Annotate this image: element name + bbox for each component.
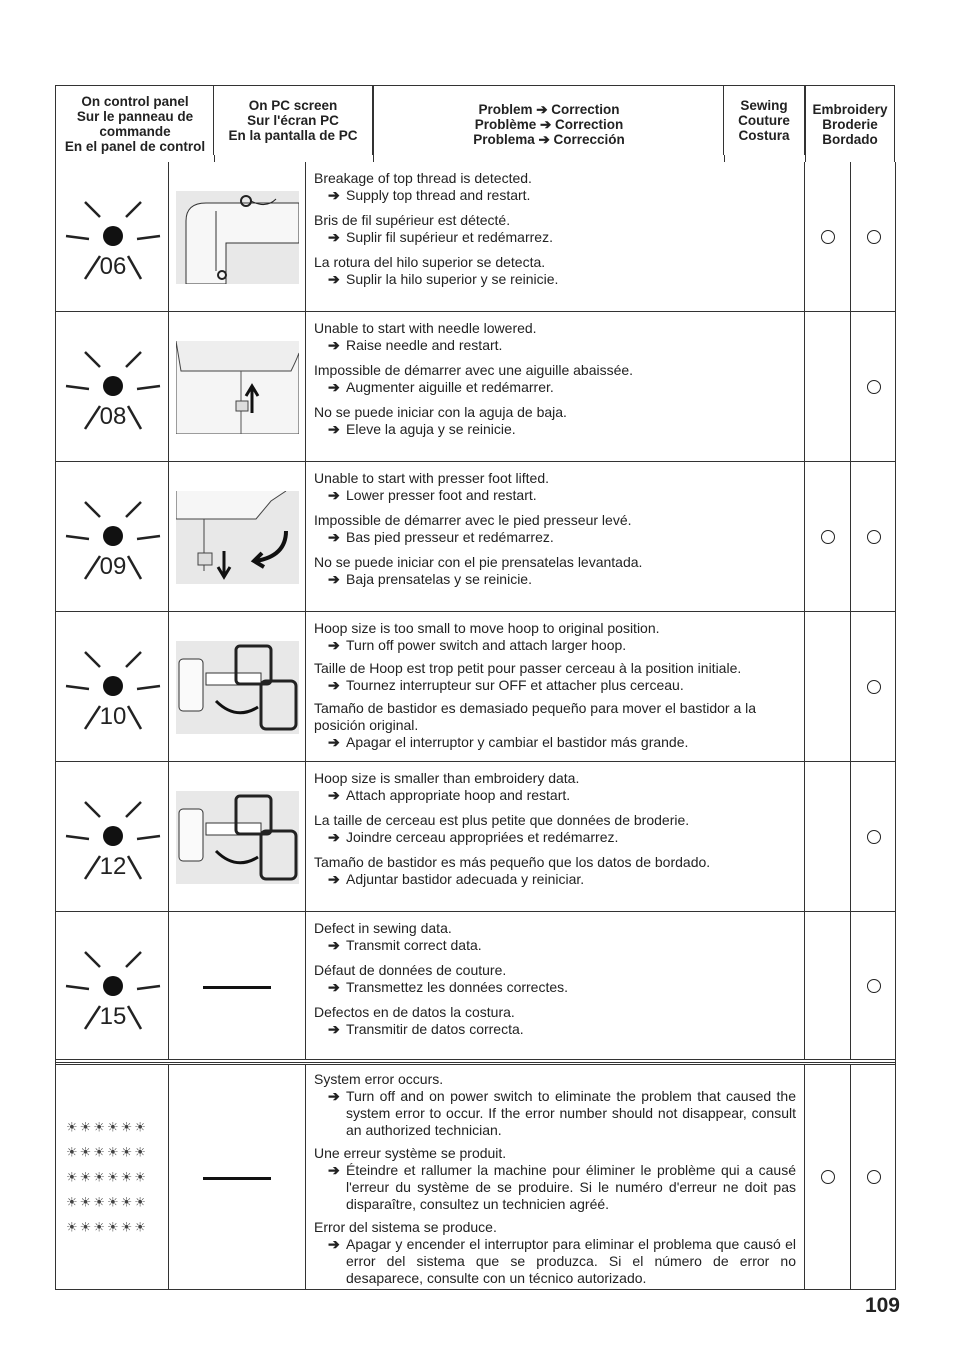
led-ray [137, 686, 160, 689]
table-row [56, 612, 895, 762]
arrow-icon: ➔ [328, 979, 340, 995]
correction-text-es: Apagar el interruptor y cambiar el bastidor más grande. [346, 734, 689, 750]
led-ray [128, 406, 141, 429]
correction-fr [314, 229, 796, 246]
error-code: 08 [99, 403, 127, 430]
header-pc-fr: Sur l'écran PC [247, 113, 339, 128]
problem-statement-es: No se puede iniciar con el pie prensatelas levantada. [314, 554, 643, 570]
led-ray [85, 406, 100, 429]
error-code: 12 [99, 853, 127, 880]
embroidery-circle-mark [867, 979, 881, 993]
correction-fr [314, 529, 796, 546]
problem-fr [314, 1145, 796, 1213]
problem-statement-en: Hoop size is too small to move hoop to original position. [314, 620, 660, 636]
blinking-led-icon [56, 162, 169, 312]
blinking-led-icon [56, 612, 169, 762]
correction-text-es: Transmitir de datos correcta. [346, 1021, 524, 1037]
error-code: 09 [99, 553, 127, 580]
problem-fr [314, 512, 796, 546]
embroidery-applicable [851, 912, 896, 1059]
arrow-icon: ➔ [328, 487, 340, 503]
correction-text-en: Raise needle and restart. [346, 337, 503, 353]
arrow-icon: ➔ [328, 379, 340, 395]
correction-text-fr: Tournez interrupteur sur OFF et attacher plus cerceau. [346, 677, 684, 693]
led-ray [85, 556, 100, 579]
arrow-icon: ➔ [328, 229, 340, 245]
led-ray [85, 1006, 100, 1029]
pc-screen-indicator [169, 312, 306, 461]
sewing-applicable [805, 312, 851, 461]
embroidery-circle-mark [867, 230, 881, 244]
sewing-applicable [805, 462, 851, 611]
arrow-icon: ➔ [328, 637, 340, 653]
led-ray [126, 352, 141, 367]
correction-text-fr: Bas pied presseur et redémarrez. [346, 529, 554, 545]
led-dot [103, 526, 123, 546]
led-ray [85, 952, 100, 967]
header-problem-es: Problema ➔ Corrección [473, 131, 625, 147]
problem-statement-fr: Impossible de démarrer avec le pied presseur levé. [314, 512, 632, 528]
correction-es [314, 1236, 796, 1287]
table-row [56, 912, 895, 1060]
pc-screen-indicator [169, 612, 306, 761]
control-panel-indicator [56, 162, 169, 311]
arrow-icon: ➔ [328, 829, 340, 845]
correction-text-es: Apagar y encender el interruptor para eliminar el problema que causó el error del sistema que se produzca. Si el número de error no desaparece, consulte con un técnico autorizado. [346, 1236, 796, 1286]
problem-en [314, 920, 796, 954]
led-ray [85, 502, 100, 517]
control-panel-indicator [56, 312, 169, 461]
no-pc-indicator-dash [203, 1177, 271, 1180]
correction-en [314, 187, 796, 204]
led-ray [128, 706, 141, 729]
problem-correction-text [306, 762, 805, 911]
led-ray [66, 236, 89, 239]
led-ray [85, 652, 100, 667]
control-panel-indicator [56, 1065, 169, 1289]
problem-fr [314, 660, 796, 694]
pc-screen-indicator [169, 462, 306, 611]
problem-es [314, 854, 796, 888]
led-dot [103, 676, 123, 696]
problem-correction-text [306, 1065, 805, 1289]
problem-statement-es: No se puede iniciar con la aguja de baja. [314, 404, 567, 420]
table-row [56, 762, 895, 912]
header-problem [373, 85, 725, 162]
sewing-applicable [805, 1065, 851, 1289]
arrow-icon: ➔ [328, 571, 340, 587]
correction-text-fr: Suplir fil supérieur et redémarrez. [346, 229, 553, 245]
error-code: 06 [99, 253, 127, 280]
table-row [56, 462, 895, 612]
control-panel-indicator [56, 762, 169, 911]
correction-text-es: Adjuntar bastidor adecuada y reiniciar. [346, 871, 585, 887]
correction-text-es: Baja prensatelas y se reinicie. [346, 571, 532, 587]
problem-statement-en: Defect in sewing data. [314, 920, 452, 936]
correction-text-en: Supply top thread and restart. [346, 187, 531, 203]
table-row [56, 1062, 895, 1290]
embroidery-circle-mark [867, 1170, 881, 1184]
arrow-icon: ➔ [328, 421, 340, 437]
correction-fr [314, 677, 796, 694]
problem-statement-en: Breakage of top thread is detected. [314, 170, 532, 186]
arrow-icon: ➔ [328, 1162, 340, 1178]
problem-statement-es: Defectos en de datos la costura. [314, 1004, 515, 1020]
header-embroidery-es: Bordado [822, 131, 878, 147]
table-row [56, 312, 895, 462]
problem-fr [314, 812, 796, 846]
control-panel-indicator [56, 612, 169, 761]
correction-es [314, 271, 796, 288]
sewing-circle-mark [821, 1170, 835, 1184]
problem-statement-fr: Une erreur système se produit. [314, 1145, 507, 1161]
table-row [56, 162, 895, 312]
control-panel-indicator [56, 462, 169, 611]
correction-es [314, 734, 796, 751]
hoop-change-illustration [176, 641, 299, 734]
problem-statement-en: Hoop size is smaller than embroidery data. [314, 770, 580, 786]
led-ray [126, 652, 141, 667]
arrow-icon: ➔ [328, 677, 340, 693]
led-ray [128, 256, 141, 279]
problem-statement-es: Tamaño de bastidor es más pequeño que los datos de bordado. [314, 854, 711, 870]
correction-text-en: Turn off power switch and attach larger hoop. [346, 637, 627, 653]
problem-statement-fr: Taille de Hoop est trop petit pour passer cerceau à la position initiale. [314, 660, 742, 676]
header-problem-fr: Problème ➔ Correction [474, 116, 624, 132]
needle-raise-illustration [176, 341, 299, 434]
correction-fr [314, 379, 796, 396]
problem-es [314, 700, 796, 751]
page-number: 109 [864, 1294, 900, 1317]
arrow-icon: ➔ [328, 1021, 340, 1037]
error-table [55, 162, 896, 1290]
correction-text-en: Transmit correct data. [346, 937, 482, 953]
pc-screen-indicator [169, 912, 306, 1059]
led-ray [137, 236, 160, 239]
error-code: 15 [99, 1003, 127, 1030]
correction-en [314, 637, 796, 654]
header-pc-en: On PC screen [248, 98, 338, 113]
correction-text-fr: Éteindre et rallumer la machine pour éliminer le problème qui a causé l'erreur du système de se produire. Si le numéro d'erreur ne doit pas disparaître, consultez un technicien agréé. [346, 1162, 796, 1212]
control-panel-indicator [56, 912, 169, 1059]
led-ray [126, 502, 141, 517]
led-ray [85, 256, 100, 279]
led-ray [85, 856, 100, 879]
problem-correction-text [306, 162, 805, 311]
embroidery-applicable [851, 162, 896, 311]
header-sewing-es: Costura [738, 128, 790, 143]
arrow-icon: ➔ [328, 871, 340, 887]
embroidery-applicable [851, 612, 896, 761]
arrow-icon: ➔ [328, 937, 340, 953]
arrow-icon: ➔ [328, 787, 340, 803]
problem-es [314, 554, 796, 588]
problem-en [314, 170, 796, 204]
problem-en [314, 1071, 796, 1139]
correction-text-es: Eleve la aguja y se reinicie. [346, 421, 516, 437]
led-ray [137, 386, 160, 389]
all-leds-flashing-icon: ☀☀☀☀☀☀ ☀☀☀☀☀☀ ☀☀☀☀☀☀ ☀☀☀☀☀☀ ☀☀☀☀☀☀ [66, 1119, 148, 1235]
arrow-icon: ➔ [328, 1236, 340, 1252]
correction-text-en: Turn off and on power switch to eliminate the problem that caused the system error to occur. If the error number should not disappear, consult an authorized technician. [346, 1088, 796, 1138]
pc-screen-indicator [169, 1065, 306, 1289]
sewing-applicable [805, 762, 851, 911]
led-ray [137, 986, 160, 989]
led-dot [103, 376, 123, 396]
problem-es [314, 254, 796, 288]
problem-fr [314, 362, 796, 396]
correction-es [314, 1021, 796, 1038]
problem-statement-en: Unable to start with presser foot lifted. [314, 470, 549, 486]
header-sewing [723, 85, 805, 155]
embroidery-applicable [851, 762, 896, 911]
problem-statement-en: Unable to start with needle lowered. [314, 320, 537, 336]
embroidery-circle-mark [867, 830, 881, 844]
hoop-attach-illustration [176, 791, 299, 884]
blinking-led-icon [56, 462, 169, 612]
header-sewing-en: Sewing [740, 98, 788, 113]
correction-fr [314, 979, 796, 996]
correction-es [314, 871, 796, 888]
header-control-panel [55, 85, 215, 162]
problem-en [314, 770, 796, 804]
problem-es [314, 1219, 796, 1287]
embroidery-circle-mark [867, 530, 881, 544]
header-embroidery-fr: Broderie [822, 116, 878, 132]
correction-en [314, 487, 796, 504]
sewing-circle-mark [821, 230, 835, 244]
problem-statement-fr: Défaut de données de couture. [314, 962, 507, 978]
correction-es [314, 571, 796, 588]
problem-statement-es: Tamaño de bastidor es demasiado pequeño para mover el bastidor a la posición original. [314, 700, 757, 733]
led-ray [126, 952, 141, 967]
table-header [55, 85, 895, 162]
blinking-led-icon [56, 912, 169, 1062]
sewing-applicable [805, 162, 851, 311]
arrow-icon: ➔ [328, 337, 340, 353]
led-dot [103, 226, 123, 246]
sewing-applicable [805, 612, 851, 761]
header-pc-screen [213, 85, 373, 155]
correction-text-en: Attach appropriate hoop and restart. [346, 787, 571, 803]
header-control-panel-en: On control panel [81, 94, 189, 109]
led-ray [66, 836, 89, 839]
presser-foot-illustration [176, 491, 299, 584]
led-ray [66, 386, 89, 389]
correction-en [314, 787, 796, 804]
problem-fr [314, 212, 796, 246]
correction-text-es: Suplir la hilo superior y se reinicie. [346, 271, 559, 287]
problem-statement-es: La rotura del hilo superior se detecta. [314, 254, 546, 270]
led-ray [66, 986, 89, 989]
correction-text-fr: Augmenter aiguille et redémarrer. [346, 379, 554, 395]
embroidery-circle-mark [867, 380, 881, 394]
arrow-icon: ➔ [328, 187, 340, 203]
header-embroidery [805, 85, 895, 162]
correction-en [314, 1088, 796, 1139]
led-ray [85, 202, 100, 217]
pc-screen-indicator [169, 162, 306, 311]
problem-es [314, 404, 796, 438]
blinking-led-icon [56, 762, 169, 912]
correction-fr [314, 1162, 796, 1213]
embroidery-applicable [851, 1065, 896, 1289]
led-ray [85, 802, 100, 817]
led-ray [128, 556, 141, 579]
led-ray [85, 352, 100, 367]
arrow-icon: ➔ [328, 271, 340, 287]
arrow-icon: ➔ [328, 529, 340, 545]
correction-text-en: Lower presser foot and restart. [346, 487, 537, 503]
problem-statement-es: Error del sistema se produce. [314, 1219, 497, 1235]
led-ray [137, 536, 160, 539]
thread-break-illustration [176, 191, 299, 284]
no-pc-indicator-dash [203, 986, 271, 989]
header-problem-en: Problem ➔ Correction [478, 101, 620, 117]
error-code: 10 [99, 703, 127, 730]
problem-correction-text [306, 462, 805, 611]
header-control-panel-fr: Sur le panneau de commande [76, 109, 194, 139]
problem-es [314, 1004, 796, 1038]
led-ray [126, 202, 141, 217]
correction-text-fr: Joindre cerceau appropriées et redémarrez. [346, 829, 619, 845]
problem-correction-text [306, 312, 805, 461]
blinking-led-icon [56, 312, 169, 462]
problem-correction-text [306, 612, 805, 761]
led-ray [128, 1006, 141, 1029]
correction-text-fr: Transmettez les données correctes. [346, 979, 569, 995]
problem-statement-fr: Bris de fil supérieur est détecté. [314, 212, 511, 228]
header-pc-es: En la pantalla de PC [228, 128, 358, 143]
header-control-panel-es: En el panel de control [64, 139, 206, 154]
embroidery-applicable [851, 462, 896, 611]
led-ray [66, 686, 89, 689]
problem-en [314, 620, 796, 654]
embroidery-applicable [851, 312, 896, 461]
arrow-icon: ➔ [328, 734, 340, 750]
sewing-applicable [805, 912, 851, 1059]
header-embroidery-en: Embroidery [812, 101, 888, 117]
led-ray [85, 706, 100, 729]
led-ray [128, 856, 141, 879]
problem-fr [314, 962, 796, 996]
correction-en [314, 337, 796, 354]
led-ray [66, 536, 89, 539]
led-dot [103, 826, 123, 846]
problem-en [314, 320, 796, 354]
sewing-circle-mark [821, 530, 835, 544]
problem-en [314, 470, 796, 504]
header-sewing-fr: Couture [738, 113, 790, 128]
problem-statement-en: System error occurs. [314, 1071, 444, 1087]
embroidery-circle-mark [867, 680, 881, 694]
led-ray [126, 802, 141, 817]
led-ray [137, 836, 160, 839]
correction-es [314, 421, 796, 438]
correction-en [314, 937, 796, 954]
arrow-icon: ➔ [328, 1088, 340, 1104]
correction-fr [314, 829, 796, 846]
problem-correction-text [306, 912, 805, 1059]
pc-screen-indicator [169, 762, 306, 911]
problem-statement-fr: La taille de cerceau est plus petite que données de broderie. [314, 812, 690, 828]
led-dot [103, 976, 123, 996]
problem-statement-fr: Impossible de démarrer avec une aiguille abaissée. [314, 362, 634, 378]
